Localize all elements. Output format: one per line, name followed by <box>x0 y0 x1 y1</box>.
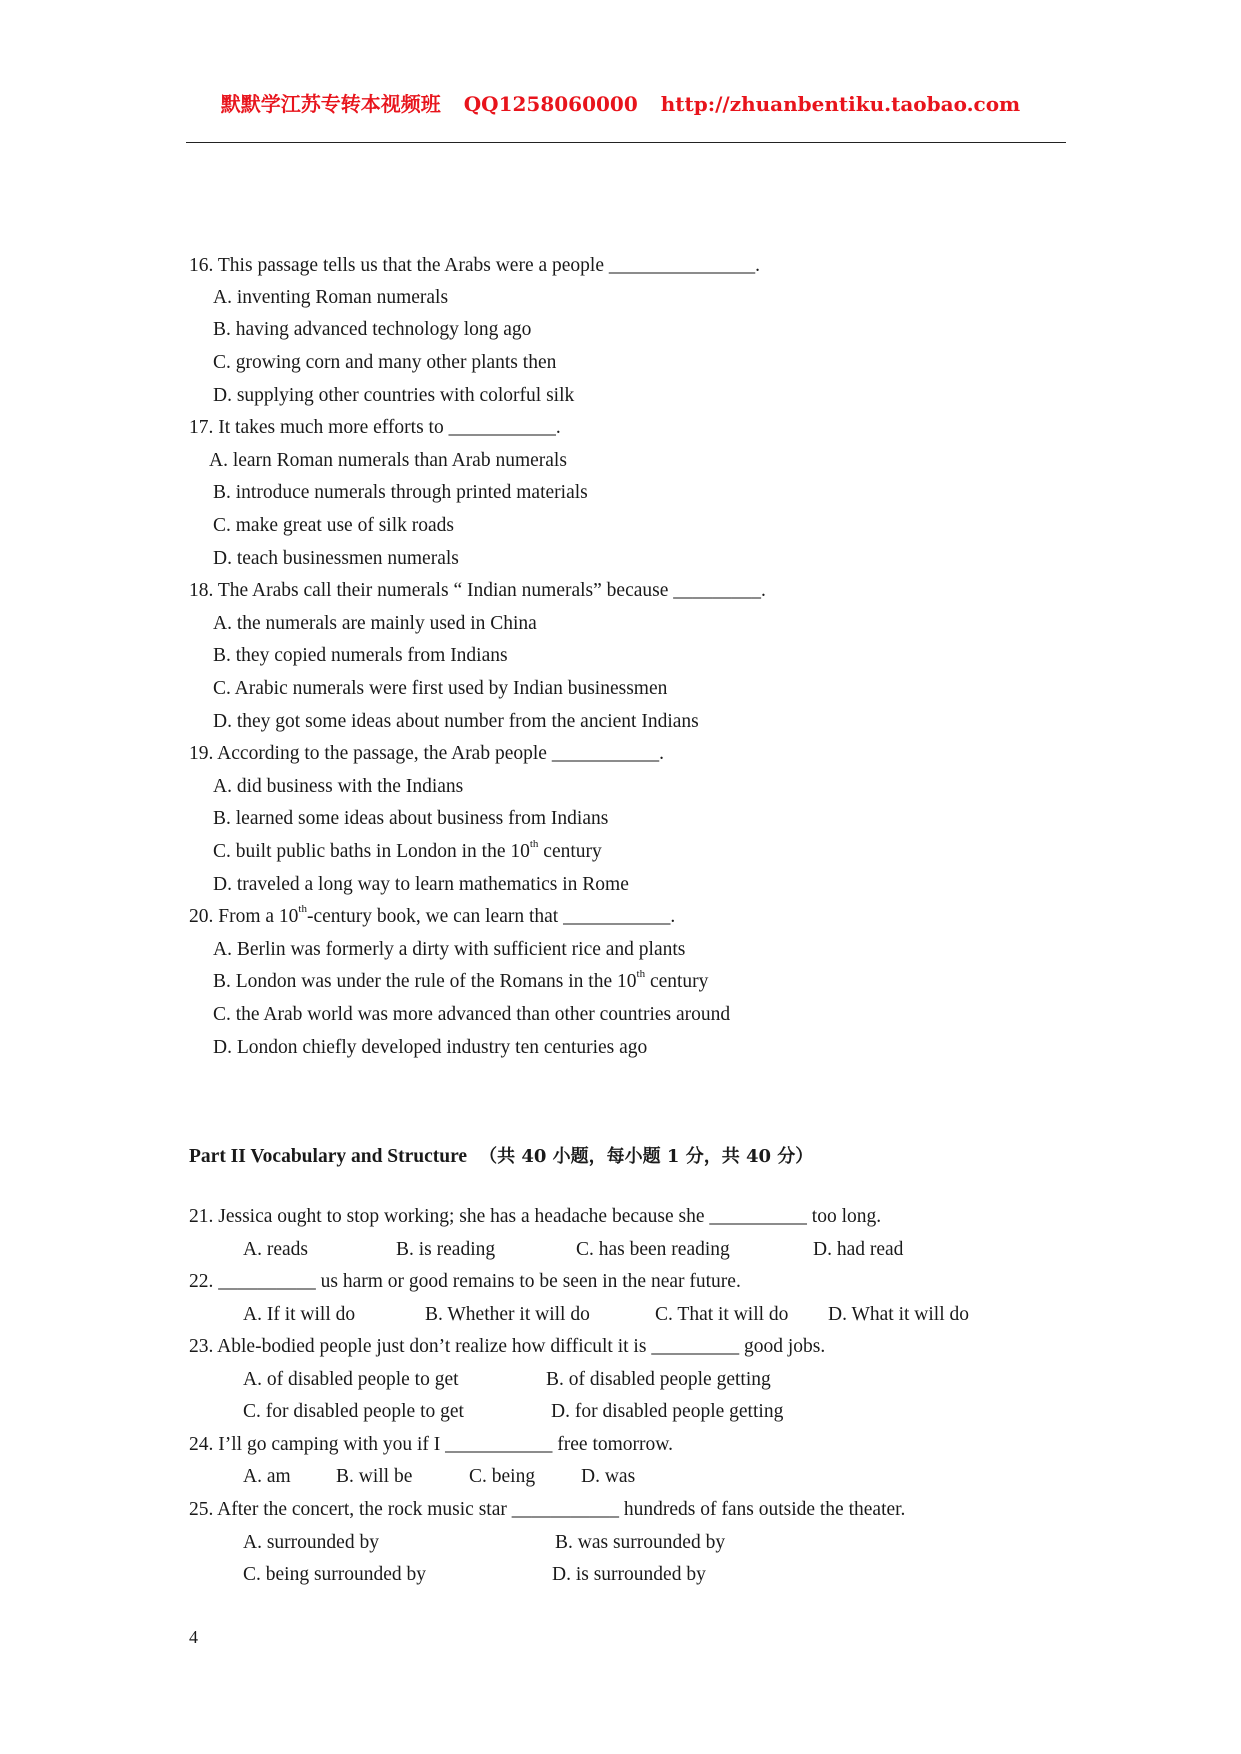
question-17-option-a: A. learn Roman numerals than Arab numerals <box>209 450 567 471</box>
question-19-option-c: C. built public baths in London in the 10th century <box>213 838 602 862</box>
question-20-option-a: A. Berlin was formerly a dirty with sufficient rice and plants <box>213 939 686 960</box>
header-site-name: 默默学江苏专转本视频班 <box>220 92 441 116</box>
part2-title: Part II Vocabulary and Structure <box>189 1146 468 1167</box>
question-23-stem: 23. Able-bodied people just don’t realize how difficult it is _________ good jobs. <box>189 1336 826 1357</box>
question-17-option-c: C. make great use of silk roads <box>213 515 454 536</box>
question-25-option-a: A. surrounded by <box>243 1532 379 1553</box>
question-24-option-b: B. will be <box>336 1466 413 1487</box>
question-16-option-d: D. supplying other countries with colorful silk <box>213 385 575 406</box>
question-23-option-d: D. for disabled people getting <box>551 1401 784 1422</box>
question-22-option-d: D. What it will do <box>828 1304 970 1325</box>
header-qq: QQ1258060000 <box>463 92 638 116</box>
question-24-option-a: A. am <box>243 1466 291 1487</box>
question-17-stem: 17. It takes much more efforts to ___________. <box>189 417 561 438</box>
question-24-option-c: C. being <box>469 1466 536 1487</box>
question-16-stem: 16. This passage tells us that the Arabs were a people _______________. <box>189 255 760 276</box>
question-23-option-b: B. of disabled people getting <box>546 1369 771 1390</box>
page-number: 4 <box>189 1627 198 1647</box>
question-24-option-d: D. was <box>581 1466 636 1487</box>
question-18-stem: 18. The Arabs call their numerals “ Indian numerals” because _________. <box>189 580 766 601</box>
question-17-option-b: B. introduce numerals through printed materials <box>213 482 588 503</box>
question-16-option-c: C. growing corn and many other plants then <box>213 352 557 373</box>
question-18-option-a: A. the numerals are mainly used in China <box>213 613 537 634</box>
question-20-option-b: B. London was under the rule of the Romans in the 10th century <box>213 968 709 992</box>
question-25-stem: 25. After the concert, the rock music star ___________ hundreds of fans outside the theater. <box>189 1499 906 1520</box>
question-25-option-d: D. is surrounded by <box>552 1564 706 1585</box>
question-18-option-b: B. they copied numerals from Indians <box>213 645 508 666</box>
question-16-option-a: A. inventing Roman numerals <box>213 287 449 308</box>
question-17-option-d: D. teach businessmen numerals <box>213 548 459 569</box>
question-22-option-c: C. That it will do <box>655 1304 789 1325</box>
question-20-option-d: D. London chiefly developed industry ten centuries ago <box>213 1037 648 1058</box>
header-url[interactable]: http://zhuanbentiku.taobao.com <box>660 92 1021 116</box>
question-19-option-d: D. traveled a long way to learn mathematics in Rome <box>213 874 629 895</box>
question-22-stem: 22. __________ us harm or good remains to be seen in the near future. <box>189 1271 741 1292</box>
question-23-option-c: C. for disabled people to get <box>243 1401 464 1422</box>
question-21-option-c: C. has been reading <box>576 1239 730 1260</box>
question-20-option-c: C. the Arab world was more advanced than other countries around <box>213 1004 731 1025</box>
question-18-option-d: D. they got some ideas about number from the ancient Indians <box>213 711 699 732</box>
question-21-option-d: D. had read <box>813 1239 904 1260</box>
question-23-option-a: A. of disabled people to get <box>243 1369 459 1390</box>
question-19-stem: 19. According to the passage, the Arab people ___________. <box>189 743 664 764</box>
page-header <box>0 88 1241 117</box>
part2-score-note: （共 40 小题，每小题 1 分，共 40 分） <box>479 1146 814 1167</box>
question-20-stem: 20. From a 10th-century book, we can learn that ___________. <box>189 903 676 927</box>
part2-heading <box>189 1142 813 1168</box>
question-21-option-b: B. is reading <box>396 1239 496 1260</box>
question-22-option-b: B. Whether it will do <box>425 1304 590 1325</box>
question-16-option-b: B. having advanced technology long ago <box>213 319 532 340</box>
question-22-option-a: A. If it will do <box>243 1304 356 1325</box>
question-19-option-b: B. learned some ideas about business from Indians <box>213 808 609 829</box>
question-24-stem: 24. I’ll go camping with you if I ___________ free tomorrow. <box>189 1434 673 1455</box>
question-25-option-c: C. being surrounded by <box>243 1564 427 1585</box>
question-18-option-c: C. Arabic numerals were first used by Indian businessmen <box>213 678 668 699</box>
question-25-option-b: B. was surrounded by <box>555 1532 726 1553</box>
question-21-stem: 21. Jessica ought to stop working; she has a headache because she __________ too long. <box>189 1206 882 1227</box>
question-21-option-a: A. reads <box>243 1239 308 1260</box>
header-divider <box>186 142 1066 143</box>
question-19-option-a: A. did business with the Indians <box>213 776 464 797</box>
